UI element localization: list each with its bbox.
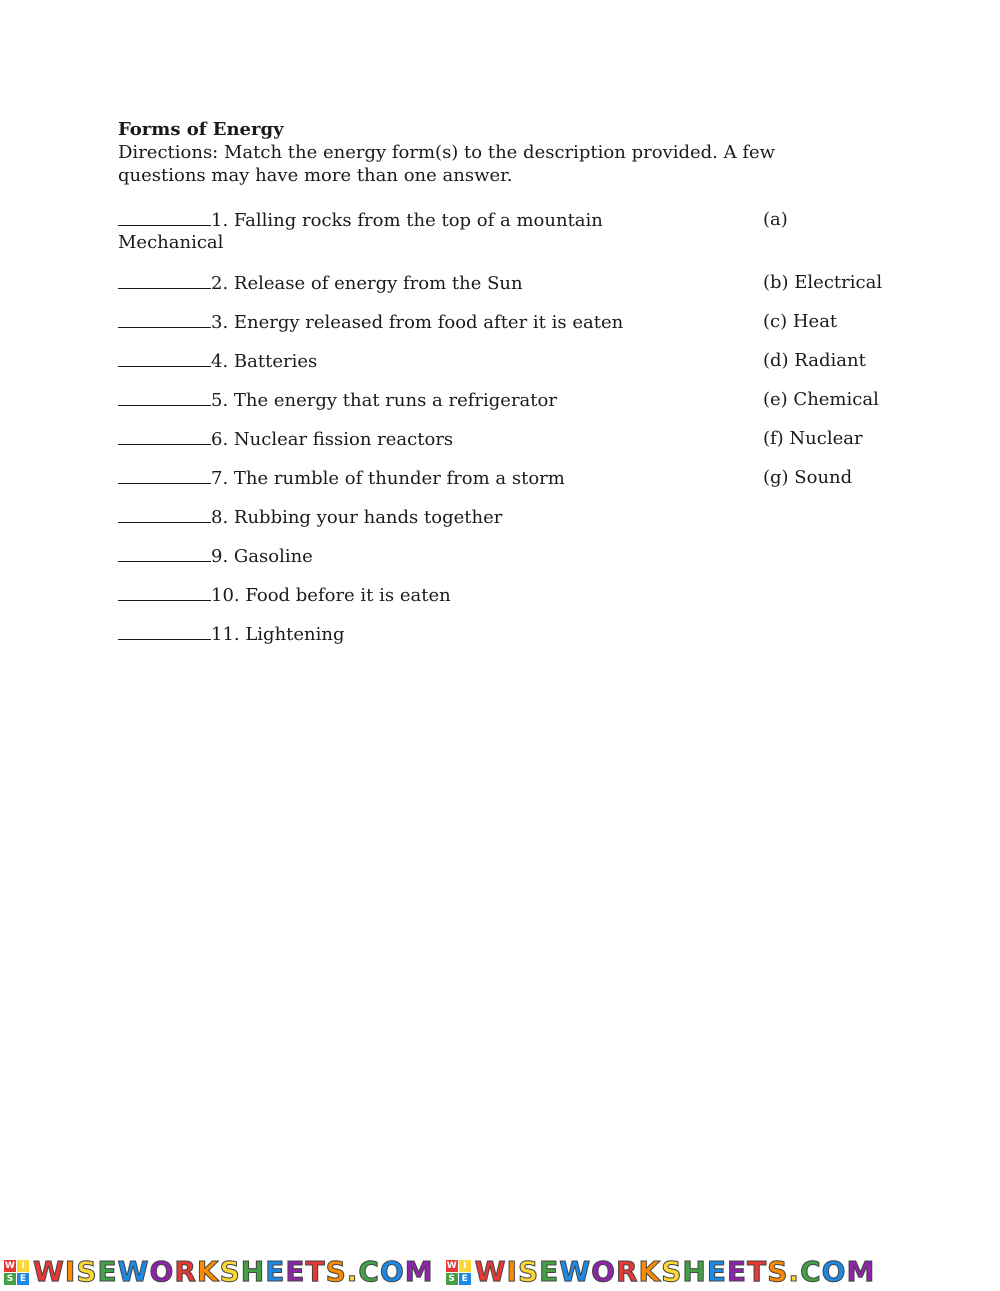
question-list (118, 208, 883, 645)
question-row (118, 466, 878, 489)
question-row (118, 208, 878, 231)
question-text: 11. Lightening (211, 624, 345, 645)
answer-option: (f) Nuclear (763, 428, 863, 449)
answer-option: (e) Chemical (763, 389, 879, 410)
question-row (118, 583, 878, 606)
answer-blank[interactable] (118, 544, 211, 562)
answer-blank[interactable] (118, 583, 211, 601)
brand-text: WISEWORKSHEETS.COM (33, 1255, 434, 1288)
question-row (118, 505, 878, 528)
directions-text: Directions: Match the energy form(s) to the description provided. A few questions may have more than one answer. (118, 142, 776, 186)
footer-watermark (0, 1253, 1000, 1291)
answer-blank[interactable] (118, 310, 211, 328)
question-text: 8. Rubbing your hands together (211, 507, 503, 528)
answer-option: (b) Electrical (763, 272, 883, 293)
question-text: 1. Falling rocks from the top of a mountain (211, 210, 603, 231)
answer-option: (d) Radiant (763, 350, 866, 371)
question-row (118, 622, 878, 645)
logo-icon: W I S E (4, 1260, 29, 1285)
answer-blank[interactable] (118, 208, 211, 226)
question-row (118, 271, 883, 294)
worksheet (118, 118, 883, 645)
answer-blank[interactable] (118, 427, 211, 445)
question-row (118, 349, 878, 372)
answer-blank[interactable] (118, 622, 211, 640)
question-text: 3. Energy released from food after it is eaten (211, 312, 624, 333)
question-text: 4. Batteries (211, 351, 318, 372)
answer-blank[interactable] (118, 271, 211, 289)
brand-logo (4, 1256, 434, 1288)
question-row (118, 310, 878, 333)
question-text: 9. Gasoline (211, 546, 313, 567)
page-title: Forms of Energy (118, 119, 284, 140)
question-text: 2. Release of energy from the Sun (211, 273, 523, 294)
answer-option: (g) Sound (763, 467, 853, 488)
question-row (118, 427, 878, 450)
answer-option: (a) (763, 209, 788, 230)
answer-blank[interactable] (118, 388, 211, 406)
answer-blank[interactable] (118, 505, 211, 523)
brand-logo (446, 1256, 876, 1288)
question-text: 10. Food before it is eaten (211, 585, 451, 606)
answer-option: (c) Heat (763, 311, 838, 332)
question-text: 7. The rumble of thunder from a storm (211, 468, 565, 489)
logo-icon: W I S E (446, 1260, 471, 1285)
answer-blank[interactable] (118, 349, 211, 367)
question-text: 5. The energy that runs a refrigerator (211, 390, 557, 411)
question-row (118, 544, 878, 567)
question-text: 6. Nuclear fission reactors (211, 429, 454, 450)
answer-blank[interactable] (118, 466, 211, 484)
question-row (118, 388, 878, 411)
option-wrap-text: Mechanical (118, 232, 224, 253)
brand-text: WISEWORKSHEETS.COM (474, 1255, 876, 1288)
